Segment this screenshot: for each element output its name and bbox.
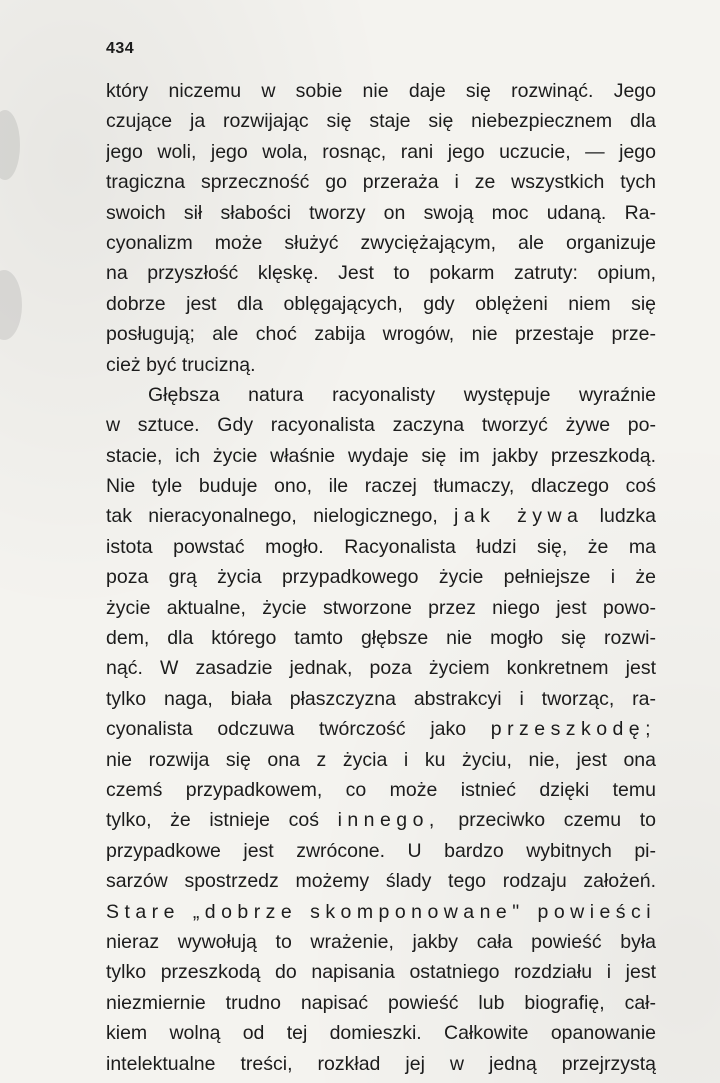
text-line bbox=[106, 593, 656, 623]
text-line-content: dem, dla którego tamto głębsze nie mogło się rozwi- bbox=[106, 627, 656, 650]
text-line bbox=[106, 76, 656, 106]
page-smudge bbox=[0, 110, 20, 180]
text-line-content: tragiczna sprzeczność go przeraża i ze wszystkich tych bbox=[106, 171, 656, 194]
text-line bbox=[106, 714, 656, 744]
text-line bbox=[106, 653, 656, 683]
text-line-content: istota powstać mogło. Racyonalista łudzi się, że ma bbox=[106, 535, 656, 558]
text-line-content: życie aktualne, życie stworzone przez niego jest powo- bbox=[106, 596, 656, 619]
text-line bbox=[106, 866, 656, 896]
text-line bbox=[106, 471, 656, 501]
text-line-content: swoich sił słabości tworzy on swoją moc udaną. Ra- bbox=[106, 201, 656, 224]
text-line-content: Nie tyle buduje ono, ile raczej tłumaczy, dlaczego coś bbox=[106, 475, 656, 498]
text-line bbox=[106, 927, 656, 957]
text-line bbox=[106, 258, 656, 288]
text-line-content: poza grą życia przypadkowego życie pełniejsze i że bbox=[106, 566, 656, 589]
text-line bbox=[106, 1018, 656, 1048]
text-line-content: nie rozwija się ona z życia i ku życiu, nie, jest ona bbox=[106, 748, 656, 771]
text-line bbox=[106, 805, 656, 835]
text-line-content: intelektualne treści, rozkład jej w jedną przejrzystą bbox=[106, 1052, 656, 1075]
text-line bbox=[106, 957, 656, 987]
text-line bbox=[106, 745, 656, 775]
text-line-content: Głębsza natura racyonalisty występuje wyraźnie bbox=[148, 383, 656, 406]
text-line-content: kiem wolną od tej domieszki. Całkowite opanowanie bbox=[106, 1022, 656, 1045]
text-line-content: nąć. W zasadzie jednak, poza życiem konkretnem jest bbox=[106, 657, 656, 680]
text-line bbox=[106, 350, 656, 380]
text-line-content: tylko przeszkodą do napisania ostatniego rozdziału i jest bbox=[106, 961, 656, 984]
text-line-content: cyonalizm może służyć zwyciężającym, ale organizuje bbox=[106, 231, 656, 254]
text-line-content: tylko naga, biała płaszczyzna abstrakcyi i tworząc, ra- bbox=[106, 687, 656, 710]
text-line-content: który niczemu w sobie nie daje się rozwinąć. Jego bbox=[106, 80, 656, 102]
page-smudge bbox=[0, 270, 22, 340]
text-line bbox=[106, 501, 656, 531]
text-line bbox=[106, 532, 656, 562]
text-line bbox=[106, 228, 656, 258]
text-line-content: cież być trucizną. bbox=[106, 353, 256, 376]
text-line-content: stacie, ich życie właśnie wydaje się im jakby przeszkodą. bbox=[106, 444, 656, 467]
text-line-content: na przyszłość klęskę. Jest to pokarm zatruty: opium, bbox=[106, 262, 656, 285]
text-line bbox=[106, 441, 656, 471]
text-line-content: czemś przypadkowem, co może istnieć dzięki temu bbox=[106, 778, 656, 801]
text-line bbox=[106, 380, 656, 410]
text-line bbox=[106, 623, 656, 653]
text-line-content: czujące ja rozwijając się staje się niebezpiecznem dla bbox=[106, 110, 656, 133]
text-line bbox=[106, 684, 656, 714]
page-number: 434 bbox=[106, 40, 135, 57]
spaced-emphasis: przeszkodę; bbox=[490, 718, 656, 741]
text-line-content: przypadkowe jest zwrócone. U bardzo wybitnych pi- bbox=[106, 839, 656, 862]
text-line-content: jego woli, jego wola, rosnąc, rani jego uczucie, — jego bbox=[106, 140, 656, 163]
spaced-emphasis: innego, bbox=[337, 809, 440, 832]
text-line bbox=[106, 319, 656, 349]
text-line-content: przeciwko czemu to bbox=[458, 809, 656, 832]
text-line-content: tak nieracyonalnego, nielogicznego, bbox=[106, 505, 438, 528]
text-line bbox=[106, 106, 656, 136]
text-line-content: cyonalista odczuwa twórczość jako bbox=[106, 718, 467, 741]
spaced-emphasis: Stare „dobrze skomponowane" powieści bbox=[106, 900, 656, 923]
text-line bbox=[106, 562, 656, 592]
text-line-content: ludzka bbox=[599, 505, 656, 528]
text-line-content: dobrze jest dla oblęgających, gdy oblężeni niem się bbox=[106, 292, 656, 315]
spaced-emphasis: jak żywa bbox=[454, 505, 584, 528]
text-line-content: w sztuce. Gdy racyonalista zaczyna tworzyć żywe po- bbox=[106, 414, 656, 437]
text-line bbox=[106, 897, 656, 927]
text-line bbox=[106, 289, 656, 319]
text-line-content: nieraz wywołują to wrażenie, jakby cała powieść była bbox=[106, 930, 656, 953]
text-line-content: posługują; ale choć zabija wrogów, nie przestaje prze- bbox=[106, 323, 656, 346]
text-line bbox=[106, 198, 656, 228]
body-text bbox=[106, 76, 656, 1079]
text-line bbox=[106, 410, 656, 440]
text-line bbox=[106, 167, 656, 197]
text-line bbox=[106, 775, 656, 805]
text-line bbox=[106, 836, 656, 866]
text-line-content: sarzów spostrzedz możemy ślady tego rodzaju założeń. bbox=[106, 870, 656, 893]
text-line bbox=[106, 137, 656, 167]
text-line bbox=[106, 988, 656, 1018]
text-line bbox=[106, 1049, 656, 1079]
text-line-content: tylko, że istnieje coś bbox=[106, 809, 319, 832]
text-line-content: niezmiernie trudno napisać powieść lub biografię, cał- bbox=[106, 991, 656, 1014]
